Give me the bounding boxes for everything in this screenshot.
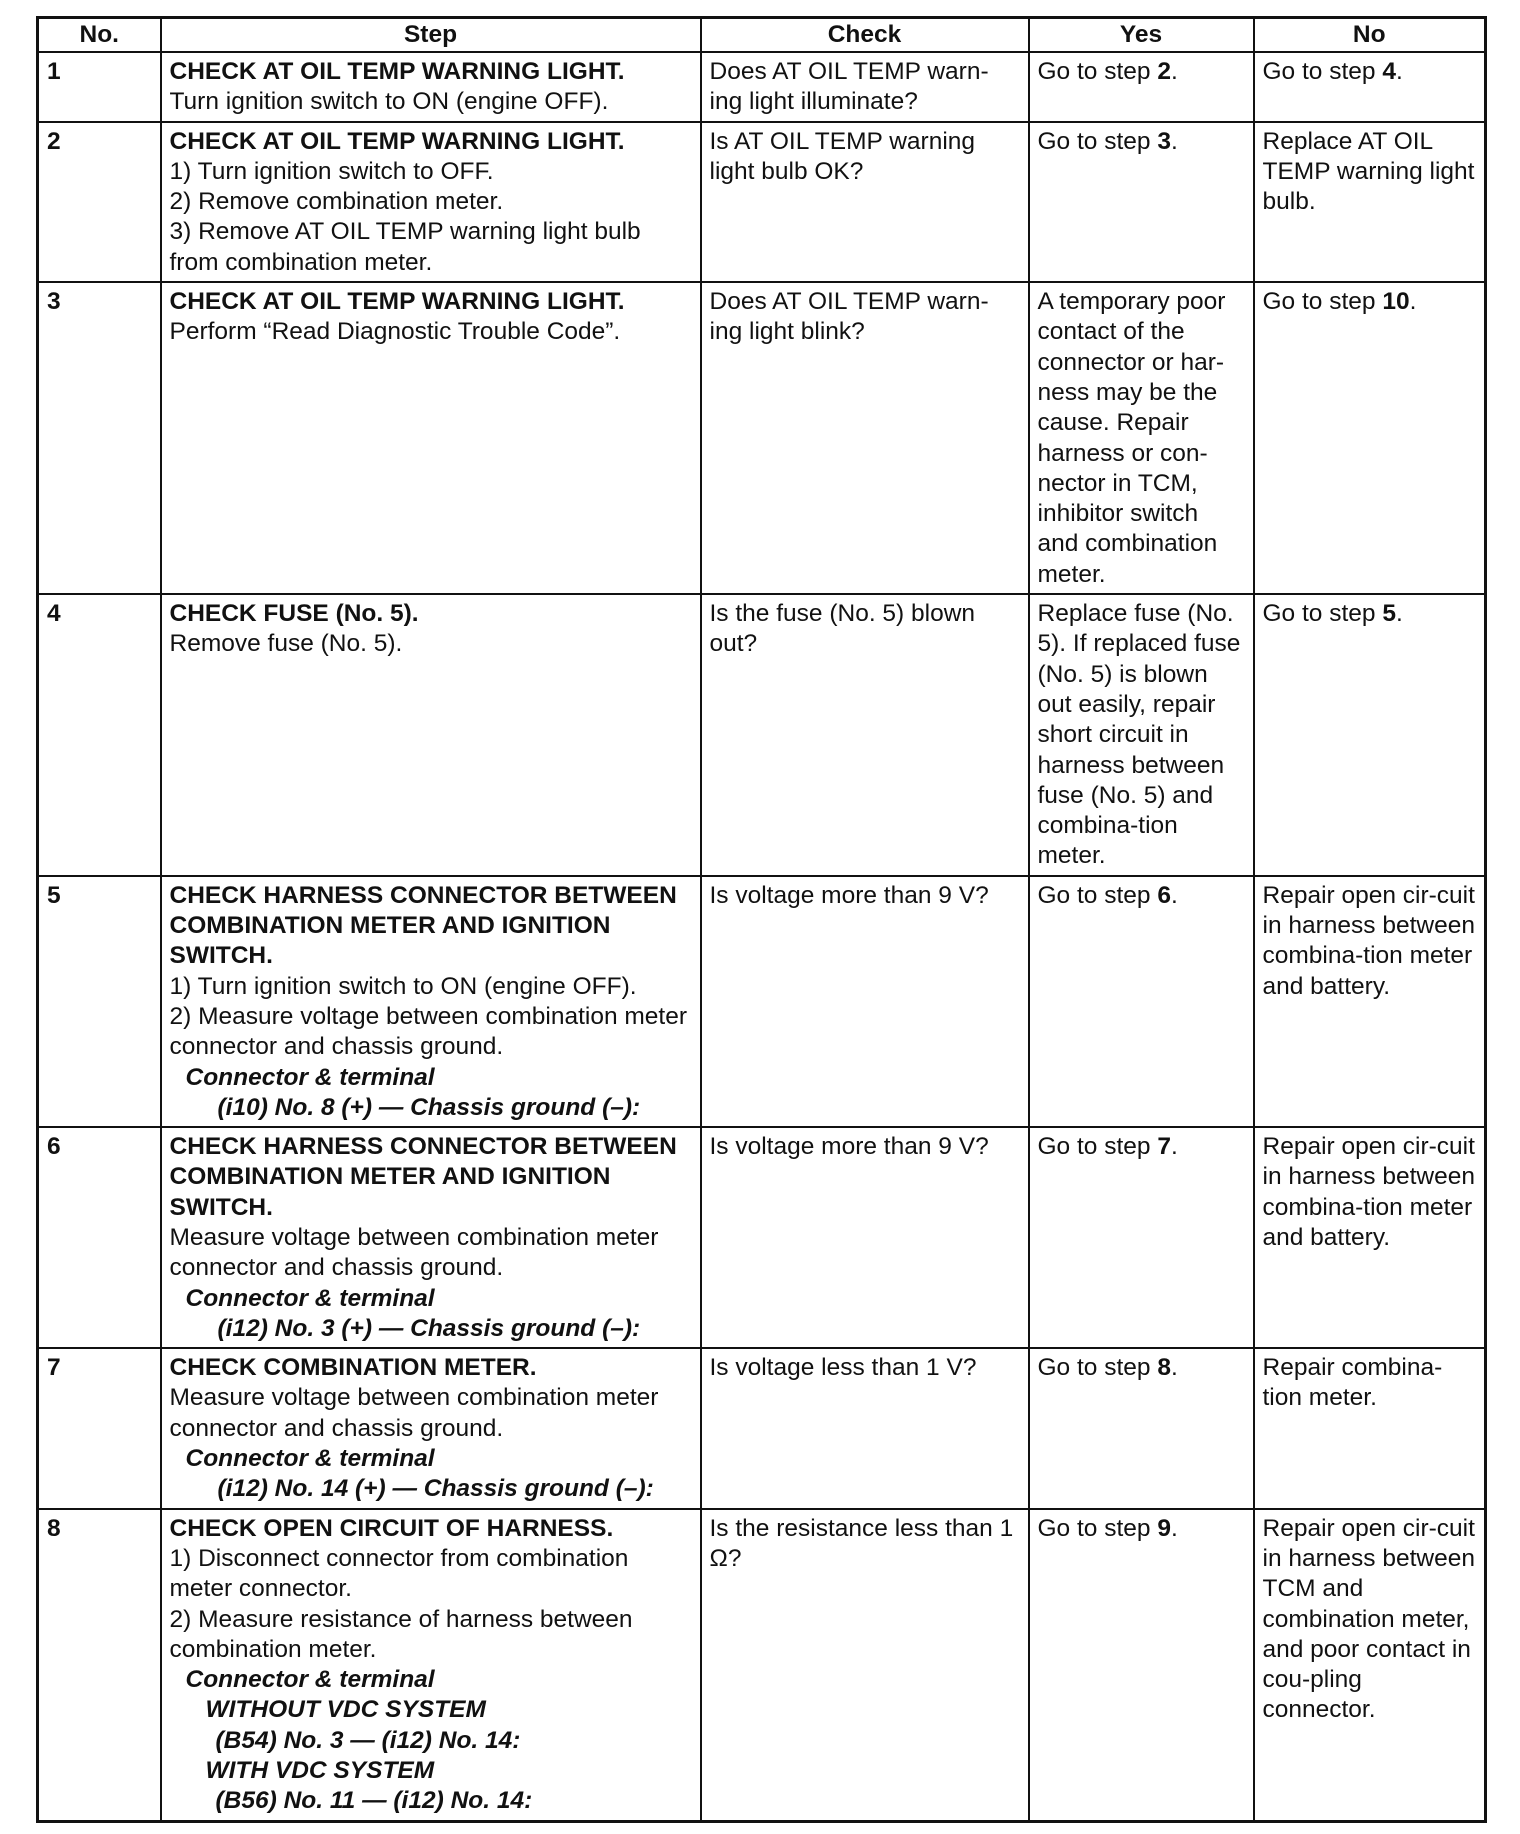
step-title: CHECK COMBINATION METER. (169, 1354, 537, 1382)
step-title: CHECK AT OIL TEMP WARNING LIGHT. (169, 127, 625, 155)
step-instruction: 1) Turn ignition switch to ON (engine OFF). (169, 972, 637, 1000)
step-number: 6 (38, 1127, 161, 1348)
yes-cell: Go to step 2. (1029, 52, 1254, 122)
no-cell: Replace AT OIL TEMP warning light bulb. (1254, 122, 1486, 282)
yes-cell: Go to step 8. (1029, 1348, 1254, 1508)
connector-value: (B54) No. 3 — (i12) No. 14: (215, 1726, 521, 1754)
step-title: CHECK AT OIL TEMP WARNING LIGHT. (169, 58, 625, 85)
check-cell: Is the resistance less than 1 Ω? (701, 1509, 1029, 1821)
step-number: 8 (38, 1509, 161, 1821)
step-title: CHECK OPEN CIRCUIT OF HARNESS. (169, 1514, 614, 1542)
yes-cell: Replace fuse (No. 5). If replaced fuse (No. 5) is blown out easily, repair short circuit in harness between fuse (No. 5) and combina-tion meter. (1029, 594, 1254, 876)
diagnostic-table (36, 16, 1487, 1823)
step-cell (161, 1509, 701, 1821)
no-cell: Repair open cir-cuit in harness between combina-tion meter and battery. (1254, 1127, 1486, 1348)
table-header-row (38, 18, 1486, 53)
yes-cell: A temporary poor contact of the connector or har-ness may be the cause. Repair harness or con-nector in TCM, inhibitor switch and combination meter. (1029, 282, 1254, 594)
step-instruction: 1) Turn ignition switch to OFF. (169, 157, 494, 185)
step-number: 5 (38, 876, 161, 1127)
connector-label: Connector & terminal (185, 1445, 435, 1473)
table-row (38, 52, 1486, 122)
step-title: CHECK FUSE (No. 5). (169, 600, 419, 628)
check-cell: Does AT OIL TEMP warn-ing light blink? (701, 282, 1029, 594)
header-yes: Yes (1029, 18, 1254, 53)
yes-cell: Go to step 6. (1029, 876, 1254, 1127)
no-cell: Repair open cir-cuit in harness between combina-tion meter and battery. (1254, 876, 1486, 1127)
step-title: CHECK HARNESS CONNECTOR BETWEEN COMBINATION METER AND IGNITION SWITCH. (169, 1133, 677, 1221)
connector-value: (i12) No. 14 (+) — Chassis ground (–): (217, 1475, 654, 1503)
check-cell: Is the fuse (No. 5) blown out? (701, 594, 1029, 876)
no-cell: Repair open cir-cuit in harness between TCM and combination meter, and poor contact in cou-pling connector. (1254, 1509, 1486, 1821)
header-no-result: No (1254, 18, 1486, 53)
connector-label: Connector & terminal (185, 1063, 435, 1091)
no-cell: Go to step 10. (1254, 282, 1486, 594)
check-cell: Is voltage more than 9 V? (701, 876, 1029, 1127)
system-label: WITHOUT VDC SYSTEM (205, 1696, 486, 1724)
diagnostic-document (36, 16, 1484, 1823)
step-cell (161, 282, 701, 594)
step-title: CHECK HARNESS CONNECTOR BETWEEN COMBINATION METER AND IGNITION SWITCH. (169, 881, 677, 970)
check-cell: Is AT OIL TEMP warning light bulb OK? (701, 122, 1029, 282)
step-cell (161, 876, 701, 1127)
connector-label: Connector & terminal (185, 1666, 435, 1694)
step-cell (161, 52, 701, 122)
step-number: 4 (38, 594, 161, 876)
step-cell (161, 122, 701, 282)
table-row (38, 1348, 1486, 1508)
header-no: No. (38, 18, 161, 53)
step-instruction: Remove fuse (No. 5). (169, 630, 403, 658)
step-cell (161, 1348, 701, 1508)
yes-cell: Go to step 3. (1029, 122, 1254, 282)
connector-label: Connector & terminal (185, 1284, 435, 1312)
step-instruction: Perform “Read Diagnostic Trouble Code”. (169, 318, 621, 346)
yes-cell: Go to step 7. (1029, 1127, 1254, 1348)
step-instruction: Turn ignition switch to ON (engine OFF). (169, 88, 609, 116)
step-title: CHECK AT OIL TEMP WARNING LIGHT. (169, 288, 625, 316)
step-cell (161, 1127, 701, 1348)
header-check: Check (701, 18, 1029, 53)
yes-cell: Go to step 9. (1029, 1509, 1254, 1821)
step-instruction: 2) Remove combination meter. (169, 188, 504, 216)
check-cell: Does AT OIL TEMP warn-ing light illuminate? (701, 52, 1029, 122)
step-number: 7 (38, 1348, 161, 1508)
step-instruction: 3) Remove AT OIL TEMP warning light bulb from combination meter. (169, 218, 641, 276)
step-instruction: 2) Measure resistance of harness between combination meter. (169, 1605, 633, 1663)
step-number: 3 (38, 282, 161, 594)
step-instruction: 2) Measure voltage between combination meter connector and chassis ground. (169, 1002, 688, 1061)
step-instruction: Measure voltage between combination meter connector and chassis ground. (169, 1384, 659, 1442)
header-step: Step (161, 18, 701, 53)
system-label: WITH VDC SYSTEM (205, 1757, 435, 1785)
step-instruction: Measure voltage between combination meter connector and chassis ground. (169, 1223, 659, 1282)
table-row (38, 876, 1486, 1127)
table-row (38, 282, 1486, 594)
step-instruction: 1) Disconnect connector from combination meter connector. (169, 1544, 629, 1603)
table-row (38, 122, 1486, 282)
no-cell: Go to step 4. (1254, 52, 1486, 122)
step-cell (161, 594, 701, 876)
step-number: 2 (38, 122, 161, 282)
check-cell: Is voltage more than 9 V? (701, 1127, 1029, 1348)
table-row (38, 594, 1486, 876)
no-cell: Go to step 5. (1254, 594, 1486, 876)
table-row (38, 1509, 1486, 1821)
table-row (38, 1127, 1486, 1348)
connector-value: (i10) No. 8 (+) — Chassis ground (–): (217, 1093, 641, 1121)
step-number: 1 (38, 52, 161, 122)
connector-value: (B56) No. 11 — (i12) No. 14: (215, 1787, 533, 1815)
no-cell: Repair combina-tion meter. (1254, 1348, 1486, 1508)
connector-value: (i12) No. 3 (+) — Chassis ground (–): (217, 1314, 641, 1342)
check-cell: Is voltage less than 1 V? (701, 1348, 1029, 1508)
